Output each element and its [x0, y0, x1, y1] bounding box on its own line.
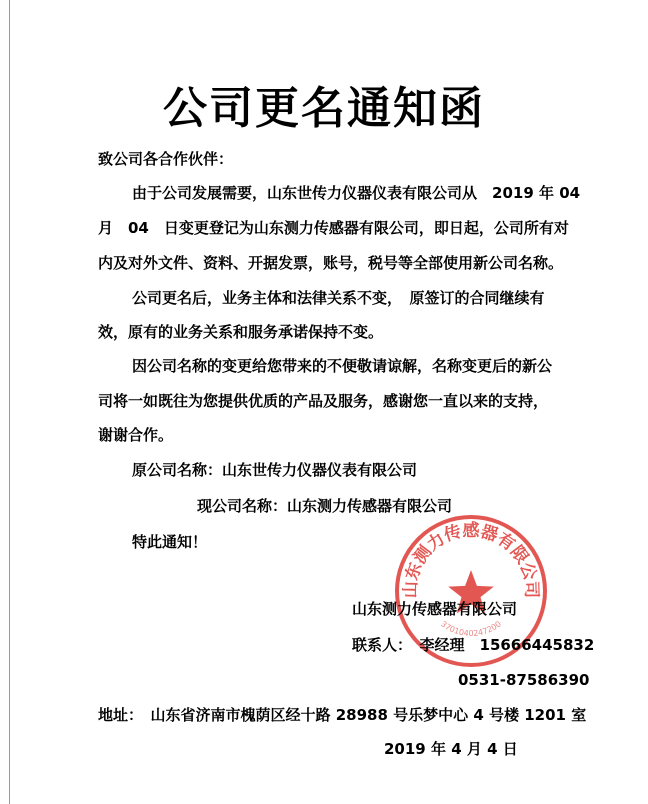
paragraph-1-line-3: 内及对外文件、资料、开据发票，账号，税号等全部使用新公司名称。 — [98, 254, 564, 272]
page-title: 公司更名通知函 — [163, 83, 485, 134]
seal-number-text: 3701040247200 — [439, 619, 503, 639]
paragraph-2-line-1: 公司更名后，业务主体和法律关系不变， 原签订的合同继续有 — [132, 289, 545, 307]
paragraph-3-line-1: 因公司名称的变更给您带来的不便敬请谅解，名称变更后的新公 — [132, 357, 553, 375]
paragraph-3-line-3: 谢谢合作。 — [98, 426, 174, 444]
paragraph-2-line-2: 效，原有的业务关系和服务承诺保持不变。 — [98, 323, 384, 341]
paragraph-1-line-2: 月 04 日变更登记为山东测力传感器有限公司，即日起，公司所有对 — [98, 219, 569, 237]
old-company-name: 原公司名称：山东世传力仪器仪表有限公司 — [132, 461, 418, 479]
address-line: 地址： 山东省济南市槐荫区经十路 28988 号乐梦中心 4 号楼 1201 室 — [98, 706, 587, 724]
signature-phone: 0531-87586390 — [458, 671, 590, 689]
notice-closing: 特此通知！ — [132, 533, 208, 551]
signature-company: 山东测力传感器有限公司 — [352, 600, 518, 618]
seal-company-text: 山东测力传感器有限公司 — [400, 520, 542, 599]
new-company-name: 现公司名称：山东测力传感器有限公司 — [197, 497, 453, 515]
letter-date: 2019 年 4 月 4 日 — [384, 740, 518, 758]
paragraph-3-line-2: 司将一如既往为您提供优质的产品及服务，感谢您一直以来的支持， — [98, 392, 549, 410]
signature-contact: 联系人： 李经理 15666445832 — [352, 636, 595, 654]
paragraph-1-line-1: 由于公司发展需要，山东世传力仪器仪表有限公司从 2019 年 04 — [132, 184, 581, 202]
greeting: 致公司各合作伙伴： — [98, 150, 234, 168]
